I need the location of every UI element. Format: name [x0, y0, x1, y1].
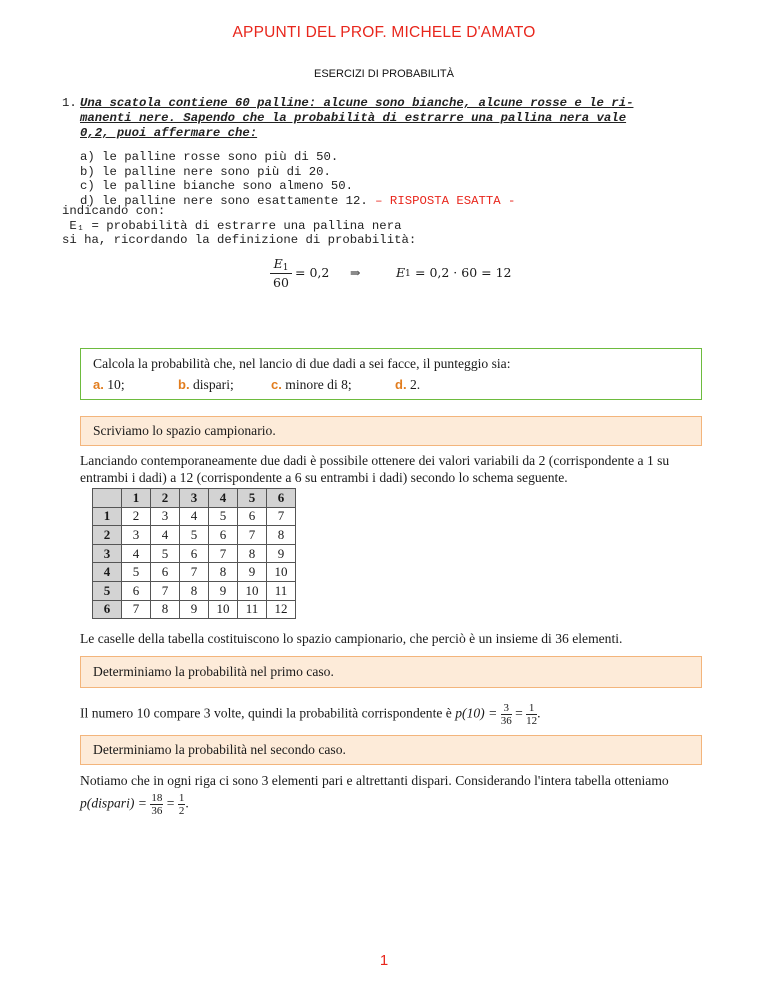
table-cell: 3	[122, 526, 151, 545]
table-cell: 2	[122, 507, 151, 526]
explanation-line: indicando con:	[62, 204, 166, 218]
table-cell: 8	[151, 600, 180, 619]
table-cell: 6	[151, 563, 180, 582]
table-cell: 4	[122, 544, 151, 563]
table-cell: 6	[238, 507, 267, 526]
page-number: 1	[379, 952, 389, 969]
correct-answer-note: – RISPOSTA ESATTA -	[367, 193, 516, 208]
exercise-prompt: Calcola la probabilità che, nel lancio di due dadi a sei facce, il punteggio sia:	[93, 356, 511, 371]
fraction: $\frac{1}{12}$	[526, 702, 538, 727]
page-title: ESERCIZI DI PROBABILITÀ	[314, 68, 454, 80]
formula-lhs: p(dispari) =	[80, 795, 147, 811]
table-cell: 10	[267, 563, 296, 582]
step-text: Il numero 10 compare 3 volte, quindi la probabilità corrispondente è p(10) = $\frac{3}{36}$ = $\frac{1}{12}$ .	[80, 702, 541, 727]
fraction: $\frac{3}{36}$	[500, 702, 512, 727]
table-cell: 8	[180, 581, 209, 600]
table-cell: 6	[122, 581, 151, 600]
table-cell: 7	[122, 600, 151, 619]
table-cell: 11	[238, 600, 267, 619]
step-title: Determiniamo la probabilità nel primo caso.	[93, 664, 334, 679]
question-line: 0,2, puoi affermare che:	[80, 126, 258, 140]
table-cell: 12	[267, 600, 296, 619]
fraction: $\frac{E_1}{60}$	[270, 256, 292, 290]
table-cell: 8	[238, 544, 267, 563]
explanation-text	[62, 204, 416, 248]
table-cell: 5	[122, 563, 151, 582]
implies-arrow: ⇒	[350, 265, 361, 280]
table-row-header: 5	[93, 581, 122, 600]
table-column-header: 4	[209, 489, 238, 508]
question-line: manenti nere. Sapendo che la probabilità di estrarre una pallina nera vale	[80, 111, 627, 125]
answer-option: d) le palline nere sono esattamente 12. – RISPOSTA ESATTA -	[80, 193, 516, 208]
sample-space-table	[92, 488, 296, 619]
exercise-option: b. dispari;	[178, 377, 234, 392]
exercise-option: c. minore di 8;	[271, 377, 352, 392]
table-cell: 10	[209, 600, 238, 619]
question-line: Una scatola contiene 60 palline: alcune sono bianche, alcune rosse e le ri-	[80, 96, 634, 110]
table-row	[93, 600, 296, 619]
answer-options	[80, 150, 515, 208]
step-title-box	[80, 735, 702, 765]
table-cell: 7	[180, 563, 209, 582]
table-row-header: 1	[93, 507, 122, 526]
table-cell: 7	[267, 507, 296, 526]
step-text: Notiamo che in ogni riga ci sono 3 elementi pari e altrettanti dispari. Considerando l'intera tabella otteniamo p(dispari) = $\frac{18}{36}$ = $\frac{1}{2}$ .	[80, 773, 669, 817]
table-column-header: 5	[238, 489, 267, 508]
table-row	[93, 507, 296, 526]
table-cell: 6	[180, 544, 209, 563]
document-header: APPUNTI DEL PROF. MICHELE D'AMATO	[232, 24, 536, 41]
table-cell: 11	[267, 581, 296, 600]
step-title: Determiniamo la probabilità nel secondo caso.	[93, 742, 346, 757]
table-cell: 6	[209, 526, 238, 545]
formula-lhs: p(10) =	[455, 705, 498, 721]
table-column-header: 1	[122, 489, 151, 508]
table-cell: 8	[209, 563, 238, 582]
table-row-header: 6	[93, 600, 122, 619]
fraction: $\frac{1}{2}$	[178, 792, 185, 817]
exercise-number: 1.	[62, 96, 77, 110]
table-cell: 5	[180, 526, 209, 545]
exercise-option: d. 2.	[395, 377, 421, 392]
answer-option: c) le palline bianche sono almeno 50.	[80, 179, 354, 193]
table-cell: 5	[151, 544, 180, 563]
table-cell: 9	[267, 544, 296, 563]
exercise-question	[80, 96, 680, 141]
table-cell: 3	[151, 507, 180, 526]
fraction: $\frac{18}{36}$	[151, 792, 163, 817]
table-cell: 5	[209, 507, 238, 526]
table-cell: 9	[180, 600, 209, 619]
table-cell: 10	[238, 581, 267, 600]
table-column-header: 6	[267, 489, 296, 508]
exercise-prompt-box	[80, 348, 702, 400]
step-title: Scriviamo lo spazio campionario.	[93, 423, 276, 438]
table-cell: 7	[151, 581, 180, 600]
table-header-row	[93, 489, 296, 508]
step-title-box	[80, 656, 702, 688]
table-column-header: 2	[151, 489, 180, 508]
step-title-box	[80, 416, 702, 446]
table-row	[93, 581, 296, 600]
explanation-line: si ha, ricordando la definizione di probabilità:	[62, 233, 417, 247]
table-cell: 9	[209, 581, 238, 600]
explanation-line: E₁ = probabilità di estrarre una pallina nera	[62, 218, 402, 233]
table-row-header: 3	[93, 544, 122, 563]
table-column-header: 3	[180, 489, 209, 508]
table-cell: 4	[151, 526, 180, 545]
exercise-option: a. 10;	[93, 377, 125, 392]
table-row	[93, 563, 296, 582]
answer-option: a) le palline rosse sono più di 50.	[80, 150, 339, 164]
table-cell: 9	[238, 563, 267, 582]
probability-formula: $\frac{E_1}{60}$ = 0,2 ⇒ E 1 = 0,2 · 60 = 12	[270, 256, 530, 292]
table-row-header: 2	[93, 526, 122, 545]
step-text: Lanciando contemporaneamente due dadi è possibile ottenere dei valori variabili da 2 (corrispondente a 1 su entrambi i dadi) a 12 (corrispondente a 6 su entrambi i dadi) secondo lo schema seguente.	[80, 453, 670, 485]
table-row	[93, 526, 296, 545]
table-cell: 7	[209, 544, 238, 563]
table-row-header: 4	[93, 563, 122, 582]
table-cell: 7	[238, 526, 267, 545]
table-row	[93, 544, 296, 563]
answer-option: b) le palline nere sono più di 20.	[80, 164, 331, 179]
table-cell: 4	[180, 507, 209, 526]
table-cell: 8	[267, 526, 296, 545]
table-caption: Le caselle della tabella costituiscono lo spazio campionario, che perciò è un insieme di 36 elementi.	[80, 631, 623, 646]
